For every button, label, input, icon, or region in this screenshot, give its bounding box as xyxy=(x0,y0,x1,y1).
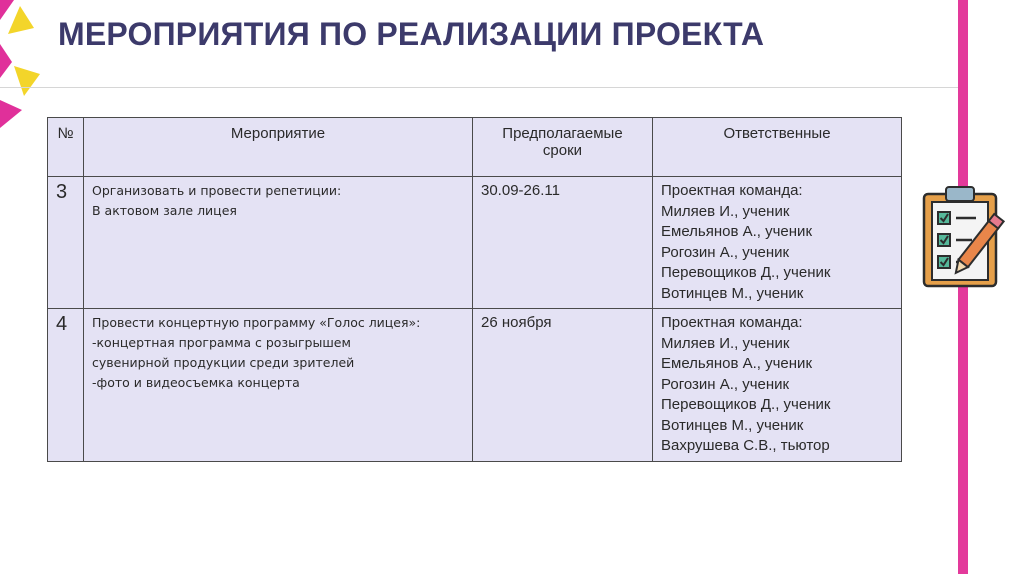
header-event: Мероприятие xyxy=(84,118,473,177)
date-cell: 26 ноября xyxy=(473,309,653,462)
header-dates xyxy=(473,118,653,177)
event-line: В актовом зале лицея xyxy=(92,203,237,218)
page-title: МЕРОПРИЯТИЯ ПО РЕАЛИЗАЦИИ ПРОЕКТА xyxy=(58,16,765,52)
responsible-line: Проектная команда: xyxy=(661,182,803,199)
responsible-line: Миляев И., ученик xyxy=(661,334,790,352)
responsible-line: Емельянов А., ученик xyxy=(661,223,813,240)
responsible-line: Вотинцев М., ученик xyxy=(661,416,804,434)
event-line: -фото и видеосъемка концерта xyxy=(92,375,300,390)
responsible-line: Проектная команда: xyxy=(661,314,803,331)
header-dates-line: сроки xyxy=(542,142,583,159)
responsible-line: Вахрушева С.В., тьютор xyxy=(661,437,830,454)
clipboard-checklist-icon xyxy=(918,184,1014,290)
event-line: сувенирной продукции среди зрителей xyxy=(92,355,355,370)
header-number: № xyxy=(48,118,84,177)
responsible-line: Вотинцев М., ученик xyxy=(661,284,804,302)
event-line: Организовать и провести репетиции: xyxy=(92,183,342,198)
date-cell: 30.09-26.11 xyxy=(473,177,653,309)
event-cell xyxy=(84,309,473,462)
responsible-line: Миляев И., ученик xyxy=(661,202,790,220)
responsible-line: Рогозин А., ученик xyxy=(661,243,790,261)
event-line: -концертная программа с розыгрышем xyxy=(92,335,351,350)
event-line: Провести концертную программу «Голос лицея»: xyxy=(92,315,421,330)
responsible-line: Рогозин А., ученик xyxy=(661,375,790,393)
table-row xyxy=(48,309,902,462)
responsible-cell xyxy=(653,309,902,462)
responsible-line: Емельянов А., ученик xyxy=(661,355,813,372)
responsible-line: Перевощиков Д., ученик xyxy=(661,264,831,281)
row-number: 3 xyxy=(48,177,84,309)
row-number: 4 xyxy=(48,309,84,462)
events-table xyxy=(47,117,902,462)
header-dates-line: Предполагаемые xyxy=(502,125,623,142)
header-responsible: Ответственные xyxy=(653,118,902,177)
table-row xyxy=(48,177,902,309)
table-header-row xyxy=(48,118,902,177)
event-cell xyxy=(84,177,473,309)
title-divider xyxy=(0,87,958,88)
responsible-line: Перевощиков Д., ученик xyxy=(661,396,831,413)
responsible-cell xyxy=(653,177,902,309)
